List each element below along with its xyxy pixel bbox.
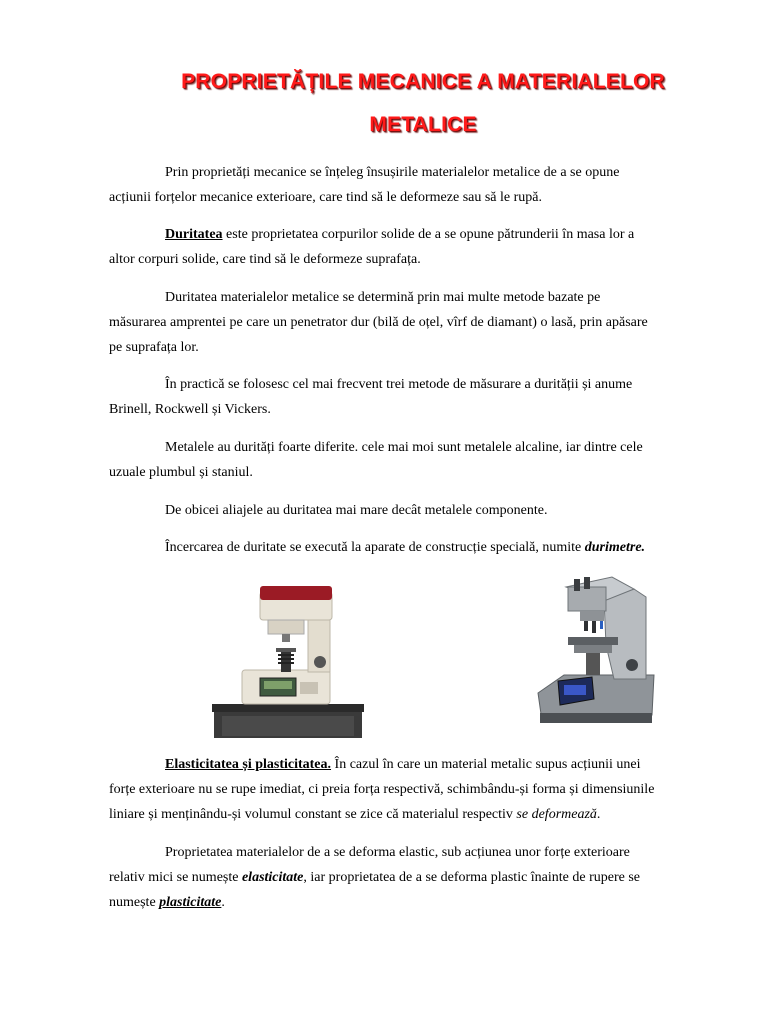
paragraph-metal-hardness bbox=[109, 435, 699, 485]
paragraph-line: acțiunii forțelor mecanice exterioare, care tind să le deformeze sau să le rupă. bbox=[109, 190, 542, 205]
term-duritatea: Duritatea bbox=[165, 227, 223, 242]
paragraph-line bbox=[109, 752, 699, 777]
paragraph-text: În cazul în care un material metalic supus acțiunii unei bbox=[331, 757, 641, 772]
paragraph-line bbox=[109, 890, 699, 915]
paragraph-line bbox=[109, 222, 699, 247]
paragraph-mechanical-properties bbox=[109, 160, 699, 210]
paragraph-text: . bbox=[596, 807, 601, 822]
term-plasticitate: plasticitate bbox=[159, 895, 222, 910]
paragraph-three-methods bbox=[109, 372, 699, 422]
term-se-deformeaza: se deformează bbox=[516, 807, 597, 822]
term-elasticitate: elasticitate bbox=[241, 870, 304, 885]
paragraph-line: În practică se folosesc cel mai frecvent trei metode de măsurare a durității și anume bbox=[165, 377, 633, 392]
title-text-2: METALICE bbox=[369, 113, 477, 136]
paragraph-line: altor corpuri solide, care tind să le deformeze suprafața. bbox=[109, 252, 421, 267]
paragraph-text: , iar proprietatea de a se deforma plastic înainte de rupere se bbox=[303, 870, 641, 885]
paragraph-text: relativ mici se numește bbox=[109, 870, 242, 885]
paragraph-line bbox=[109, 535, 699, 560]
paragraph-line bbox=[109, 865, 699, 890]
title-line-1 bbox=[0, 70, 768, 94]
paragraph-line: Duritatea materialelor metalice se determină prin mai multe metode bazate pe bbox=[165, 290, 601, 305]
paragraph-line: măsurarea amprentei pe care un penetrator dur (bilă de oțel, vîrf de diamant) o lasă, prin apăsare bbox=[109, 315, 648, 330]
term-durimetre: durimetre. bbox=[584, 540, 646, 555]
paragraph-text: liniare și menținându-și volumul constant se zice că materialul respectiv bbox=[109, 807, 517, 822]
paragraph-line: Proprietatea materialelor de a se deforma elastic, sub acțiunea unor forțe exterioare bbox=[165, 845, 630, 860]
paragraph-text: . bbox=[221, 895, 225, 910]
title-line-2 bbox=[0, 113, 768, 137]
paragraph-text: este proprietatea corpurilor solide de a se opune pătrunderii în masa lor a bbox=[222, 227, 635, 242]
paragraph-line bbox=[109, 802, 699, 827]
paragraph-line: Prin proprietăți mecanice se înțeleg însușirile materialelor metalice de a se opune bbox=[165, 165, 620, 180]
term-elasticitatea-plasticitatea: Elasticitatea și plasticitatea. bbox=[165, 757, 332, 772]
paragraph-text: numește bbox=[109, 895, 160, 910]
hardness-tester-image-1 bbox=[212, 578, 364, 738]
hardness-tester-image-2 bbox=[534, 575, 658, 727]
paragraph-line: forțe exterioare nu se rupe imediat, ci preia forța respectivă, schimbându-și forma și dimensiunile bbox=[109, 782, 655, 797]
paragraph-line: Metalele au durități foarte diferite. cele mai moi sunt metalele alcaline, iar dintre cele bbox=[165, 440, 643, 455]
paragraph-line: uzuale plumbul și staniul. bbox=[109, 465, 253, 480]
paragraph-text: Încercarea de duritate se execută la aparate de construcție specială, numite bbox=[165, 540, 585, 555]
paragraph-elasticity-plasticity bbox=[109, 752, 699, 827]
paragraph-hardness-definition bbox=[109, 222, 699, 272]
paragraph-line: De obicei aliajele au duritatea mai mare decât metalele componente. bbox=[165, 503, 548, 518]
paragraph-line: pe suprafața lor. bbox=[109, 340, 199, 355]
paragraph-alloys bbox=[109, 498, 699, 523]
title-text-1: PROPRIETĂȚILE MECANICE A MATERIALELOR bbox=[181, 70, 665, 93]
paragraph-hardness-methods bbox=[109, 285, 699, 360]
paragraph-line: Brinell, Rockwell și Vickers. bbox=[109, 402, 271, 417]
paragraph-elastic-definition bbox=[109, 840, 699, 915]
paragraph-hardness-test bbox=[109, 535, 699, 560]
